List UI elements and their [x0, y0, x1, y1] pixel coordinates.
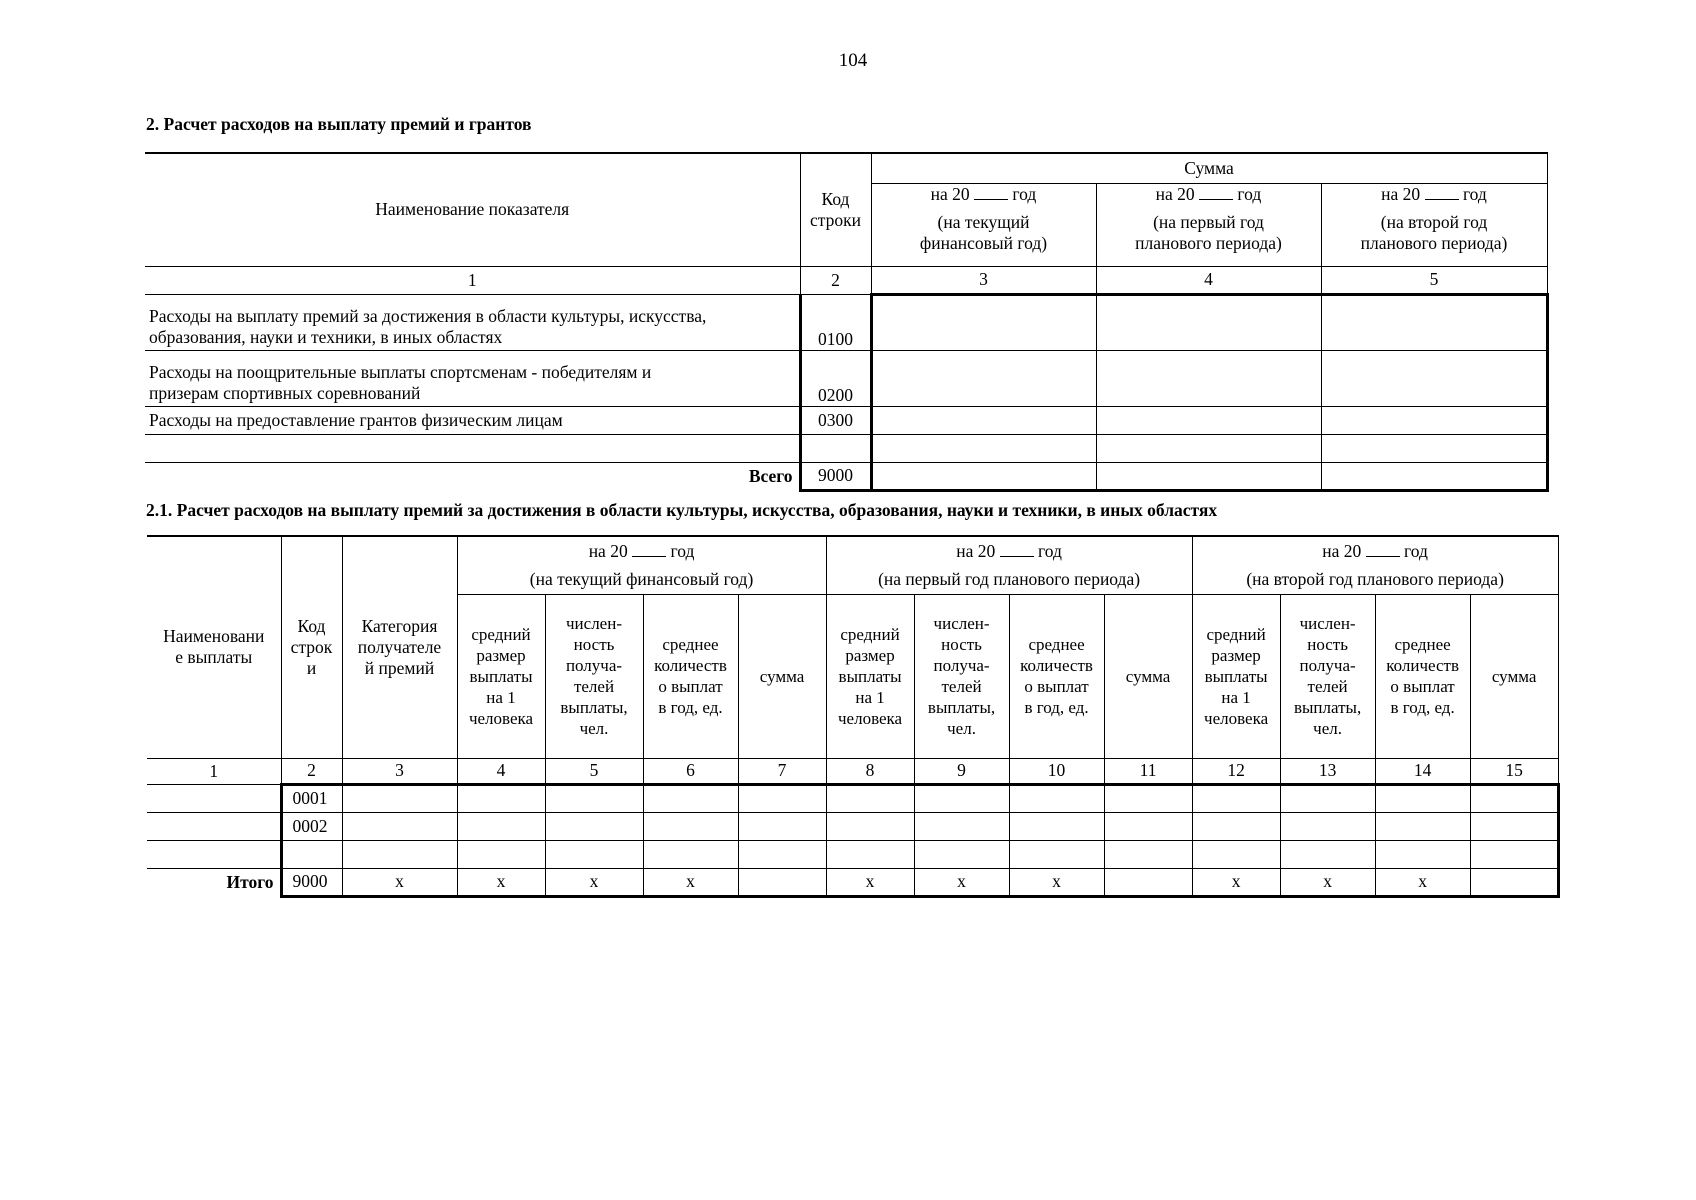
header-line: средний	[1206, 624, 1266, 644]
header-year-current	[457, 536, 826, 565]
value-cell[interactable]	[1104, 812, 1192, 840]
col-number: 2	[800, 266, 871, 294]
year-prefix: на 20	[1322, 540, 1362, 561]
table-row	[145, 434, 1547, 462]
header-line: размер	[845, 645, 895, 665]
col-number: 5	[1321, 266, 1547, 294]
year-blank	[1366, 542, 1400, 557]
value-cell[interactable]	[545, 812, 643, 840]
value-cell[interactable]	[1280, 784, 1375, 812]
col-number: 4	[1096, 266, 1321, 294]
header-year-sub: (на текущий финансовый год)	[457, 565, 826, 594]
value-cell[interactable]	[871, 294, 1096, 350]
header-line: получа-	[1299, 656, 1356, 675]
total-row	[145, 462, 1547, 490]
header-year-sub: (на второй год планового периода)	[1192, 565, 1558, 594]
table-row	[145, 294, 1547, 350]
value-cell[interactable]	[1192, 840, 1280, 868]
header-line: телей	[1307, 677, 1348, 696]
value-cell[interactable]	[545, 840, 643, 868]
col-number: 7	[738, 758, 826, 784]
row-label	[145, 294, 800, 350]
value-cell[interactable]	[545, 784, 643, 812]
header-line: человека	[1204, 708, 1269, 728]
total-code: 9000	[281, 868, 342, 896]
total-label: Итого	[147, 868, 281, 896]
value-cell[interactable]	[643, 784, 738, 812]
header-line: средний	[840, 624, 900, 644]
header-name	[147, 536, 281, 758]
header-category-line: й премий	[364, 657, 435, 678]
year-suffix: год	[1462, 183, 1487, 204]
year-line1: (на первый год	[1153, 211, 1264, 232]
value-cell[interactable]	[342, 840, 457, 868]
header-line: выплаты	[1204, 666, 1268, 686]
table-row	[147, 812, 1558, 840]
x-mark: x	[545, 868, 643, 896]
x-mark: x	[1280, 868, 1375, 896]
value-cell[interactable]	[342, 812, 457, 840]
value-cell[interactable]	[1321, 434, 1547, 462]
header-name-line: Наименовани	[163, 626, 265, 647]
col-number: 3	[871, 266, 1096, 294]
header-name: Наименование показателя	[145, 153, 800, 266]
value-cell[interactable]	[1375, 840, 1470, 868]
x-mark: x	[914, 868, 1009, 896]
year-prefix: на 20	[588, 540, 628, 561]
header-year-second	[1321, 183, 1547, 266]
header-avg-count	[1009, 594, 1104, 758]
row-code: 0002	[281, 812, 342, 840]
row-label-line: Расходы на выплату премий за достижения в области культуры, искусства,	[149, 305, 707, 326]
header-line: чел.	[1313, 719, 1343, 738]
header-avg-payment	[826, 594, 914, 758]
header-line: о выплат	[1024, 677, 1089, 696]
x-mark: x	[457, 868, 545, 896]
header-line: чел.	[947, 719, 976, 738]
header-line: средний	[471, 624, 531, 644]
header-line: о выплат	[658, 677, 723, 696]
year-line2: планового периода)	[1135, 232, 1282, 253]
year-blank	[1199, 185, 1233, 200]
header-category-line: Категория	[361, 615, 438, 636]
year-blank	[1425, 185, 1459, 200]
header-line: выплаты,	[927, 698, 996, 717]
table-row	[145, 406, 1547, 434]
value-cell[interactable]	[1375, 812, 1470, 840]
value-cell[interactable]	[914, 784, 1009, 812]
col-number: 13	[1280, 758, 1375, 784]
header-line: в год, ед.	[658, 698, 723, 717]
year-line1: (на текущий	[937, 211, 1030, 232]
value-cell[interactable]	[1321, 294, 1547, 350]
year-line1: (на второй год	[1380, 211, 1488, 232]
value-cell[interactable]	[1280, 812, 1375, 840]
value-cell[interactable]	[1470, 840, 1558, 868]
header-recipient-count	[545, 594, 643, 758]
value-cell[interactable]	[457, 812, 545, 840]
value-cell[interactable]	[1104, 840, 1192, 868]
total-cell[interactable]	[738, 868, 826, 896]
year-prefix: на 20	[930, 183, 970, 204]
header-line: выплаты,	[560, 698, 628, 717]
col-number: 15	[1470, 758, 1558, 784]
col-number: 11	[1104, 758, 1192, 784]
header-avg-count	[643, 594, 738, 758]
header-line: телей	[941, 677, 982, 696]
value-cell[interactable]	[1009, 840, 1104, 868]
header-line: на 1	[855, 687, 885, 707]
header-code-line: и	[306, 657, 317, 678]
year-line2: финансовый год)	[919, 232, 1048, 253]
header-line: человека	[837, 708, 903, 728]
col-number: 1	[145, 266, 800, 294]
value-cell[interactable]	[643, 812, 738, 840]
header-line: количеств	[654, 656, 727, 675]
header-category-line: получателе	[357, 636, 442, 657]
header-avg-count	[1375, 594, 1470, 758]
header-line: чел.	[579, 719, 609, 738]
year-prefix: на 20	[1155, 183, 1195, 204]
table-row	[147, 784, 1558, 812]
value-cell[interactable]	[1096, 294, 1321, 350]
value-cell[interactable]	[457, 784, 545, 812]
row-code	[800, 434, 871, 462]
row-name[interactable]	[147, 784, 281, 812]
header-line: среднее	[662, 635, 719, 654]
value-cell[interactable]	[871, 434, 1096, 462]
col-number: 2	[281, 758, 342, 784]
header-line: на 1	[486, 687, 516, 707]
year-suffix: год	[670, 540, 695, 561]
value-cell[interactable]	[1096, 350, 1321, 406]
value-cell[interactable]	[1096, 406, 1321, 434]
expenses-table	[145, 152, 1549, 492]
total-cell[interactable]	[871, 462, 1096, 490]
header-line: числен-	[566, 614, 622, 633]
header-year-first	[826, 536, 1192, 565]
col-number: 9	[914, 758, 1009, 784]
header-year-first	[1096, 183, 1321, 266]
header-line: числен-	[933, 614, 990, 633]
value-cell[interactable]	[914, 840, 1009, 868]
year-blank	[632, 542, 666, 557]
year-blank	[1000, 542, 1034, 557]
header-line: выплаты	[469, 666, 533, 686]
header-sum: сумма	[738, 594, 826, 758]
col-number: 3	[342, 758, 457, 784]
header-code-line: Код	[297, 615, 326, 636]
header-avg-payment	[457, 594, 545, 758]
row-label-line: призерам спортивных соревнований	[149, 382, 421, 403]
col-number: 5	[545, 758, 643, 784]
year-suffix: год	[1038, 540, 1062, 561]
x-mark: x	[1375, 868, 1470, 896]
header-avg-payment	[1192, 594, 1280, 758]
value-cell[interactable]	[643, 840, 738, 868]
value-cell[interactable]	[826, 812, 914, 840]
total-cell[interactable]	[1096, 462, 1321, 490]
value-cell[interactable]	[738, 840, 826, 868]
row-name[interactable]	[147, 812, 281, 840]
header-category	[342, 536, 457, 758]
value-cell[interactable]	[1096, 434, 1321, 462]
awards-calculation-table	[147, 535, 1560, 898]
year-blank	[974, 185, 1008, 200]
total-row	[147, 868, 1558, 896]
header-line: размер	[476, 645, 526, 665]
header-sum: сумма	[1470, 594, 1558, 758]
value-cell[interactable]	[871, 350, 1096, 406]
col-number: 4	[457, 758, 545, 784]
header-line: числен-	[1299, 614, 1356, 633]
col-number: 14	[1375, 758, 1470, 784]
value-cell[interactable]	[1192, 812, 1280, 840]
header-line: о выплат	[1390, 677, 1455, 696]
header-recipient-count	[1280, 594, 1375, 758]
total-code: 9000	[800, 462, 871, 490]
total-label: Всего	[145, 462, 800, 490]
header-sum: сумма	[1104, 594, 1192, 758]
row-label	[145, 434, 800, 462]
header-code-line1: Код	[821, 188, 850, 209]
year-suffix: год	[1237, 183, 1262, 204]
header-line: ность	[941, 635, 982, 654]
year-prefix: на 20	[956, 540, 996, 561]
header-line: выплаты	[838, 666, 902, 686]
total-cell[interactable]	[1470, 868, 1558, 896]
x-mark: x	[1009, 868, 1104, 896]
value-cell[interactable]	[1375, 784, 1470, 812]
header-line: количеств	[1020, 656, 1093, 675]
value-cell[interactable]	[1104, 784, 1192, 812]
table-row	[147, 840, 1558, 868]
header-line: получа-	[565, 656, 623, 675]
x-mark: x	[643, 868, 738, 896]
value-cell[interactable]	[457, 840, 545, 868]
row-code: 0100	[800, 294, 871, 350]
value-cell[interactable]	[826, 784, 914, 812]
value-cell[interactable]	[826, 840, 914, 868]
table-row	[145, 350, 1547, 406]
header-line: телей	[573, 677, 615, 696]
header-line: выплаты,	[1293, 698, 1362, 717]
value-cell[interactable]	[738, 812, 826, 840]
header-line: среднее	[1394, 635, 1451, 654]
col-number: 1	[147, 758, 281, 784]
year-prefix: на 20	[1381, 183, 1421, 204]
value-cell[interactable]	[1321, 406, 1547, 434]
year-suffix: год	[1404, 540, 1428, 561]
total-cell[interactable]	[1321, 462, 1547, 490]
x-mark: x	[1192, 868, 1280, 896]
header-recipient-count	[914, 594, 1009, 758]
page-number: 104	[838, 50, 868, 71]
value-cell[interactable]	[342, 784, 457, 812]
value-cell[interactable]	[1280, 840, 1375, 868]
header-sum: Сумма	[871, 153, 1547, 183]
header-line: количеств	[1386, 656, 1459, 675]
value-cell[interactable]	[871, 406, 1096, 434]
total-cell[interactable]	[1104, 868, 1192, 896]
col-number: 8	[826, 758, 914, 784]
col-number: 6	[643, 758, 738, 784]
value-cell[interactable]	[1192, 784, 1280, 812]
header-code-line2: строки	[810, 209, 861, 230]
row-code: 0200	[800, 350, 871, 406]
row-label	[145, 350, 800, 406]
header-line: получа-	[933, 656, 990, 675]
section-2-title: 2.1. Расчет расходов на выплату премий за достижения в области культуры, искусства, образования, науки и техники, в иных областях	[146, 500, 1218, 520]
header-line: размер	[1211, 645, 1261, 665]
value-cell[interactable]	[914, 812, 1009, 840]
row-name[interactable]	[147, 840, 281, 868]
row-label-line: образования, науки и техники, в иных областях	[149, 326, 503, 347]
header-line: в год, ед.	[1024, 698, 1089, 717]
x-mark: x	[342, 868, 457, 896]
row-label-line: Расходы на поощрительные выплаты спортсменам - победителям и	[149, 361, 652, 382]
row-code: 0001	[281, 784, 342, 812]
year-line2: планового периода)	[1360, 232, 1508, 253]
value-cell[interactable]	[1321, 350, 1547, 406]
value-cell[interactable]	[1470, 812, 1558, 840]
value-cell[interactable]	[1009, 812, 1104, 840]
value-cell[interactable]	[1470, 784, 1558, 812]
x-mark: x	[826, 868, 914, 896]
header-line: ность	[1307, 635, 1348, 654]
col-number: 10	[1009, 758, 1104, 784]
header-line: среднее	[1028, 635, 1085, 654]
header-code-line: строк	[290, 636, 333, 657]
row-label: Расходы на предоставление грантов физическим лицам	[145, 406, 800, 434]
header-line: в год, ед.	[1390, 698, 1455, 717]
section-1-title: 2. Расчет расходов на выплату премий и грантов	[146, 114, 532, 134]
row-code	[281, 840, 342, 868]
value-cell[interactable]	[738, 784, 826, 812]
header-year-sub: (на первый год планового периода)	[826, 565, 1192, 594]
header-year-current	[871, 183, 1096, 266]
header-code	[800, 153, 871, 266]
header-code	[281, 536, 342, 758]
header-year-second	[1192, 536, 1558, 565]
col-number: 12	[1192, 758, 1280, 784]
year-suffix: год	[1012, 183, 1037, 204]
header-name-line: е выплаты	[175, 647, 253, 668]
header-line: ность	[573, 635, 615, 654]
header-line: человека	[468, 708, 534, 728]
header-line: на 1	[1221, 687, 1251, 707]
row-code: 0300	[800, 406, 871, 434]
value-cell[interactable]	[1009, 784, 1104, 812]
